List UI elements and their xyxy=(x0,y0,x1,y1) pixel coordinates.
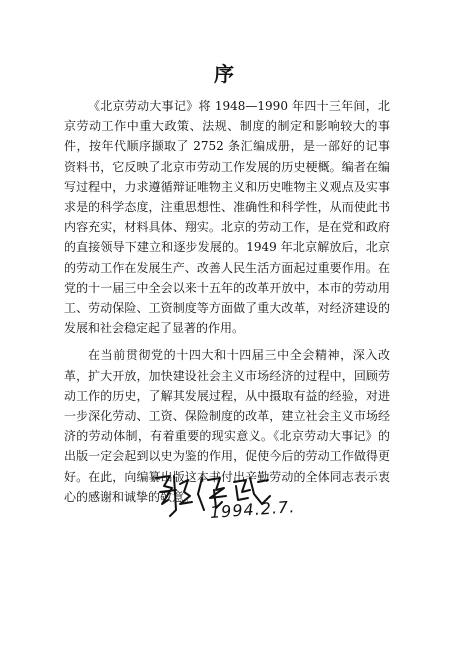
signature-date: 1994.2.7. xyxy=(209,497,296,522)
preface-title: 序 xyxy=(214,62,236,86)
preface-body xyxy=(64,96,390,507)
paragraph-1: 《北京劳动大事记》将 1948—1990 年四十三年间，北京劳动工作中重大政策、法规、制度的制定和影响较大的事件，按年代顺序撷取了 2752 条汇编成册，是一部好的记事资料书，它反映了北京市劳动工作发展的历史梗概。编者在编写过程中，力求遵循辩证唯物主义和历史唯物主义观点及实事求是的科学态度，注重思想性、准确性和科学性，从而使此书内容充实，材料具体、翔实。北京的劳动工作，是在党和政府的直接领导下建立和逐步发展的。1949 年北京解放后，北京的劳动工作在发展生产、改善人民生活方面起过重要作用。在党的十一届三中全会以来十五年的改革开放中，本市的劳动用工、劳动保险、工资制度等方面做了重大改革，对经济建设的发展和社会稳定起了显著的作用。 xyxy=(64,99,390,336)
paragraph-2: 在当前贯彻党的十四大和十四届三中全会精神，深入改革，扩大开放，加快建设社会主义市场经济的过程中，回顾劳动工作的历史，了解其发展过程，从中摄取有益的经验，对进一步深化劳动、工资、保险制度的改革，建立社会主义市场经济的劳动体制，有着重要的现实意义。《北京劳动大事记》的出版一定会起到以史为鉴的作用，促使今后的劳动工作做得更好。在此，向编纂出版这本书付出辛勤劳动的全体同志表示衷心的感谢和诚挚的敬意。 xyxy=(64,348,390,504)
